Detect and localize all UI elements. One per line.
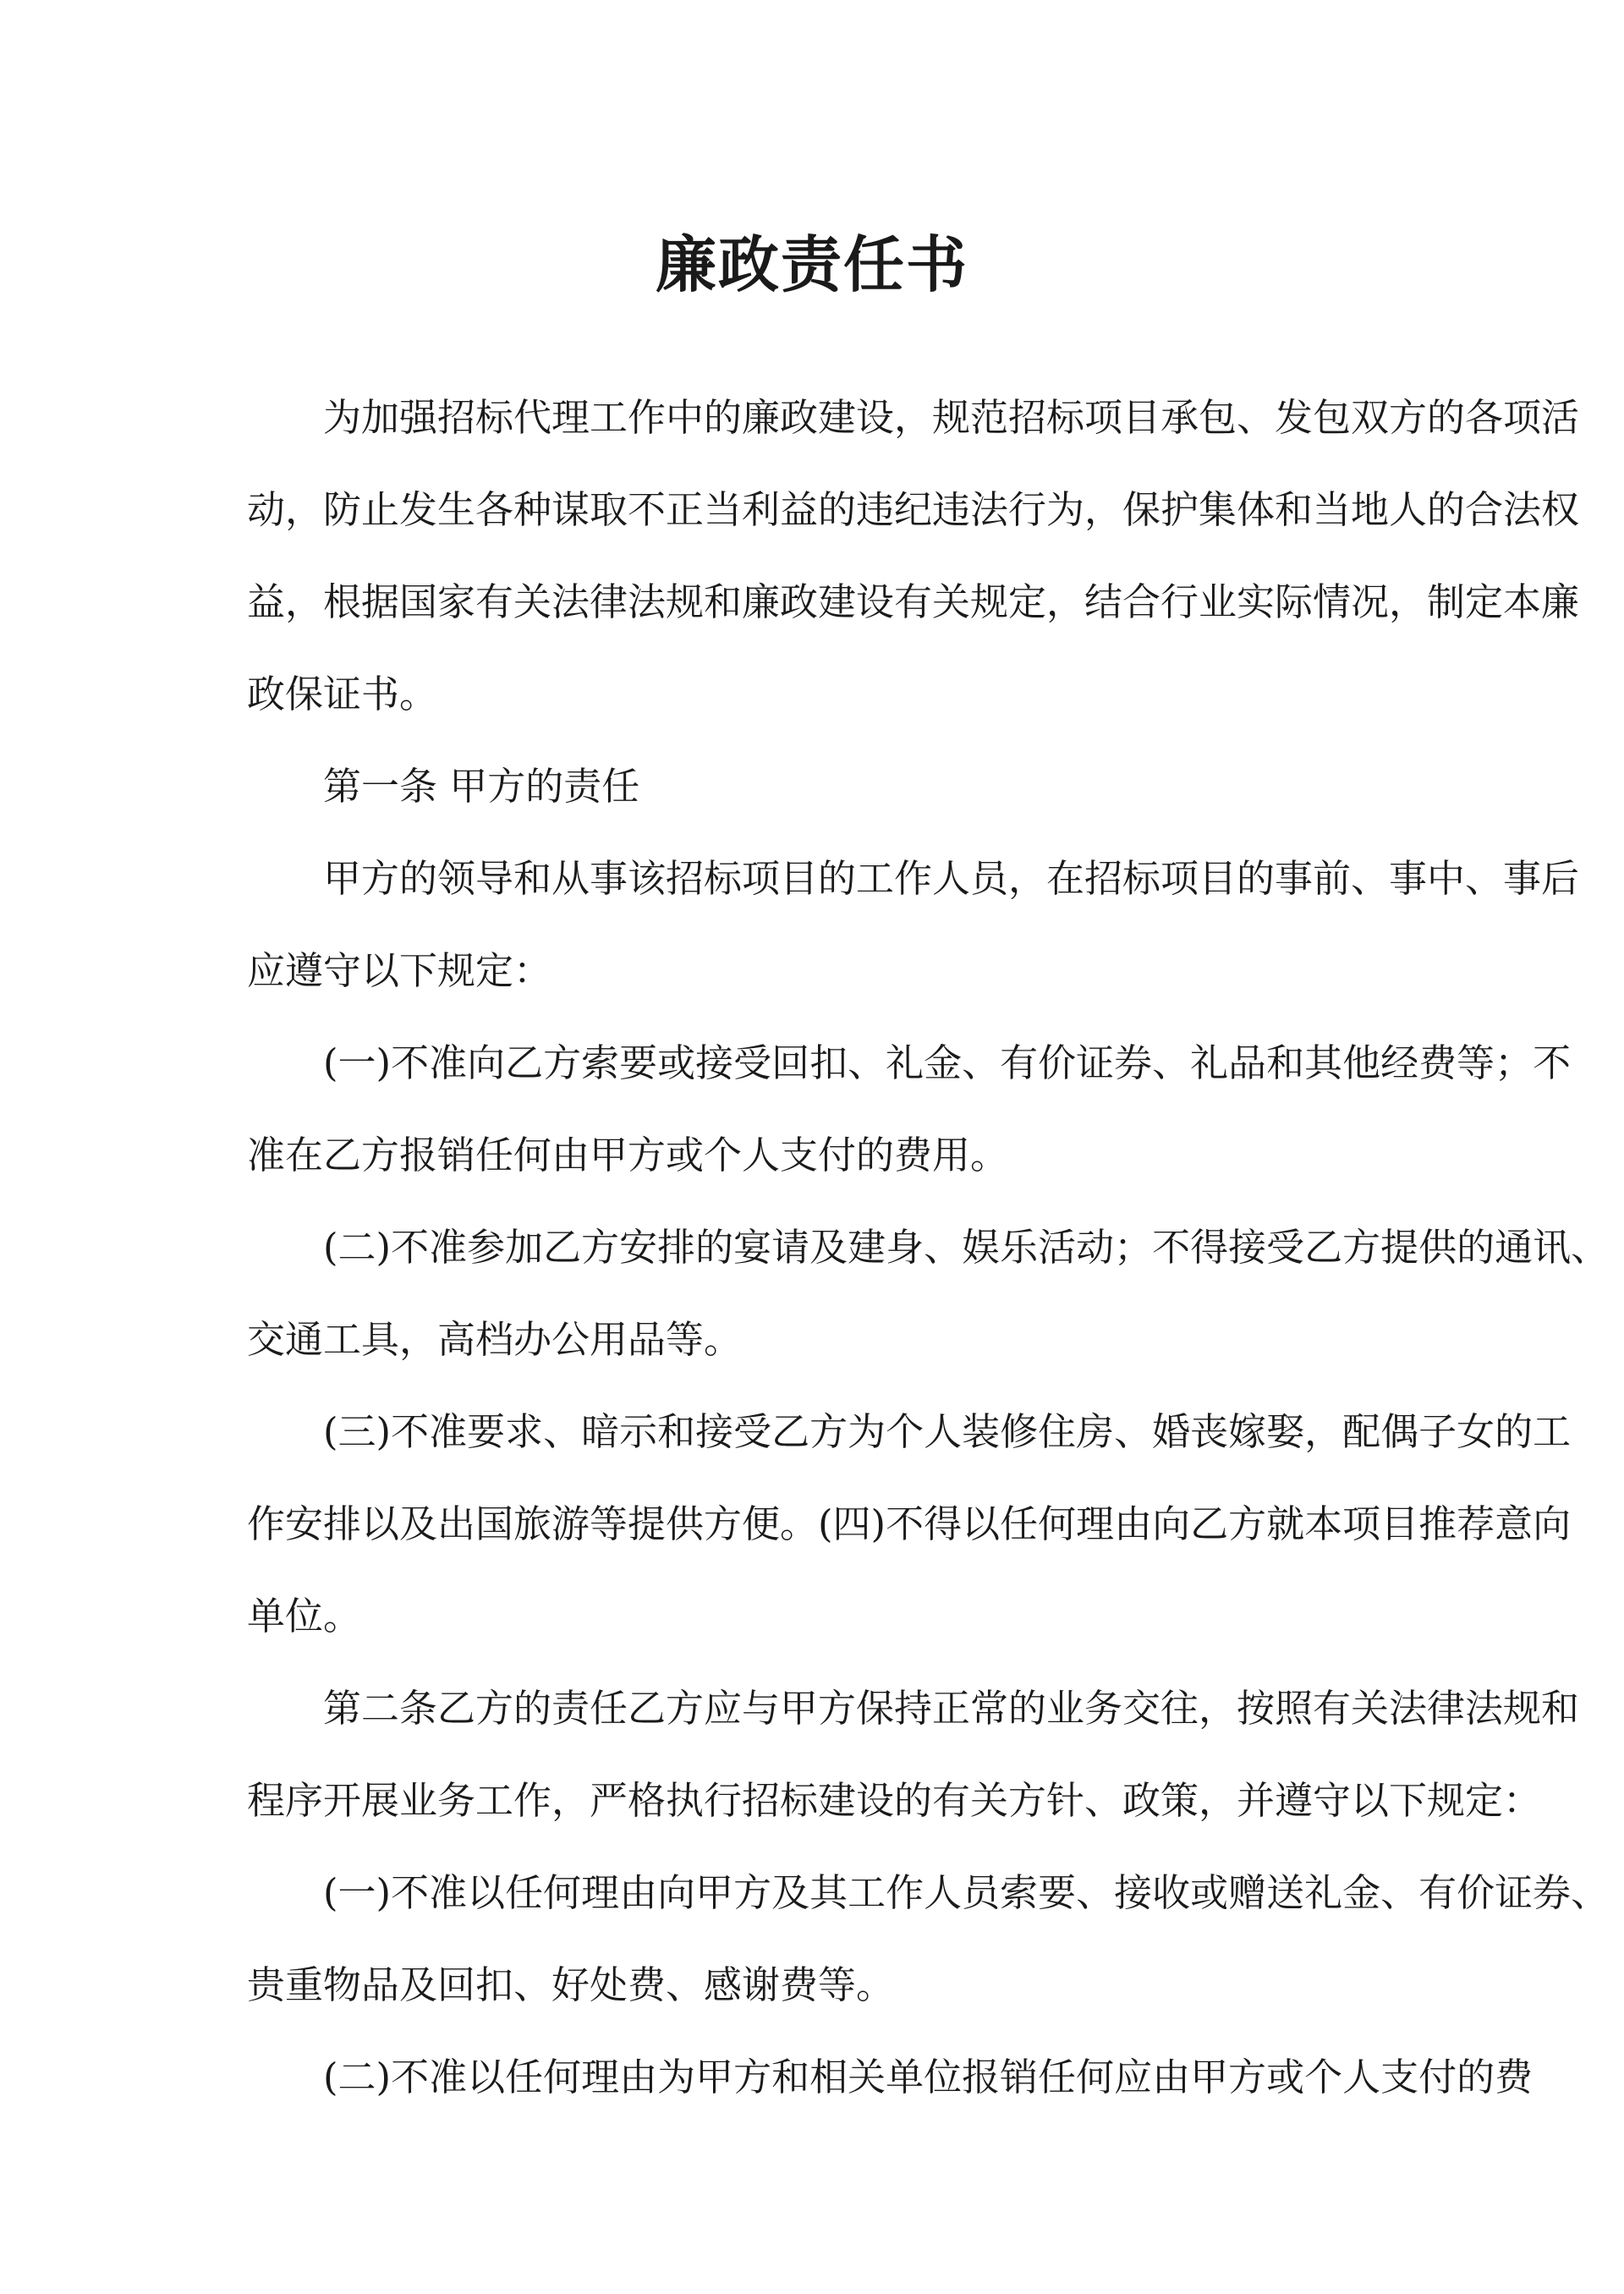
text-line: 为加强招标代理工作中的廉政建设，规范招标项目承包、发包双方的各项活: [323, 395, 1580, 440]
paragraph: [247, 2031, 1533, 2123]
text-line: 准在乙方报销任何由甲方或个人支付的费用。: [247, 1133, 1009, 1177]
text-line: 作安排以及出国旅游等提供方便。(四)不得以任何理由向乙方就本项目推荐意向: [247, 1501, 1572, 1546]
paragraph: [247, 832, 1580, 1017]
paragraph: [247, 1017, 1572, 1201]
text-line: 第二条乙方的责任乙方应与甲方保持正常的业务交往，按照有关法律法规和: [323, 1686, 1580, 1731]
text-line: 政保证书。: [247, 672, 438, 716]
paragraph: [247, 1386, 1572, 1662]
text-line: (一)不准向乙方索要或接受回扣、礼金、有价证券、礼品和其他经费等；不: [323, 1040, 1572, 1085]
paragraph: [247, 1662, 1580, 1847]
text-line: 应遵守以下规定：: [247, 948, 552, 993]
text-line: (二)不准以任何理由为甲方和相关单位报销任何应由甲方或个人支付的费: [323, 2055, 1533, 2099]
text-line: 程序开展业务工作，严格执行招标建设的有关方针、政策，并遵守以下规定：: [247, 1778, 1542, 1823]
text-line: (一)不准以任何理由向甲方及其工作人员索要、接收或赠送礼金、有价证券、: [323, 1870, 1610, 1915]
paragraph: [247, 1201, 1610, 1386]
document-title: 廉政责任书: [655, 228, 968, 300]
document-body: [247, 371, 1610, 2123]
text-line: 交通工具，高档办公用品等。: [247, 1317, 743, 1362]
text-line: 动，防止发生各种谋取不正当利益的违纪违法行为，保护集体和当地人的合法权: [247, 487, 1580, 532]
text-line: 单位。: [247, 1594, 362, 1638]
paragraph: [247, 371, 1580, 740]
text-line: 第一条 甲方的责任: [323, 764, 640, 809]
text-line: (三)不准要求、暗示和接受乙方为个人装修住房、婚丧嫁娶，配偶子女的工: [323, 1409, 1572, 1454]
paragraph: [247, 1847, 1610, 2031]
text-line: 甲方的领导和从事该招标项目的工作人员，在招标项目的事前、事中、事后: [323, 856, 1580, 901]
text-line: 益，根据国家有关法律法规和廉政建设有关规定，结合行业实际情况，制定本廉: [247, 579, 1580, 624]
paragraph: [247, 740, 1385, 832]
text-line: (二)不准参加乙方安排的宴请及建身、娱乐活动；不得接受乙方提供的通讯、: [323, 1225, 1610, 1270]
text-line: 贵重物品及回扣、好处费、感谢费等。: [247, 1962, 895, 2007]
